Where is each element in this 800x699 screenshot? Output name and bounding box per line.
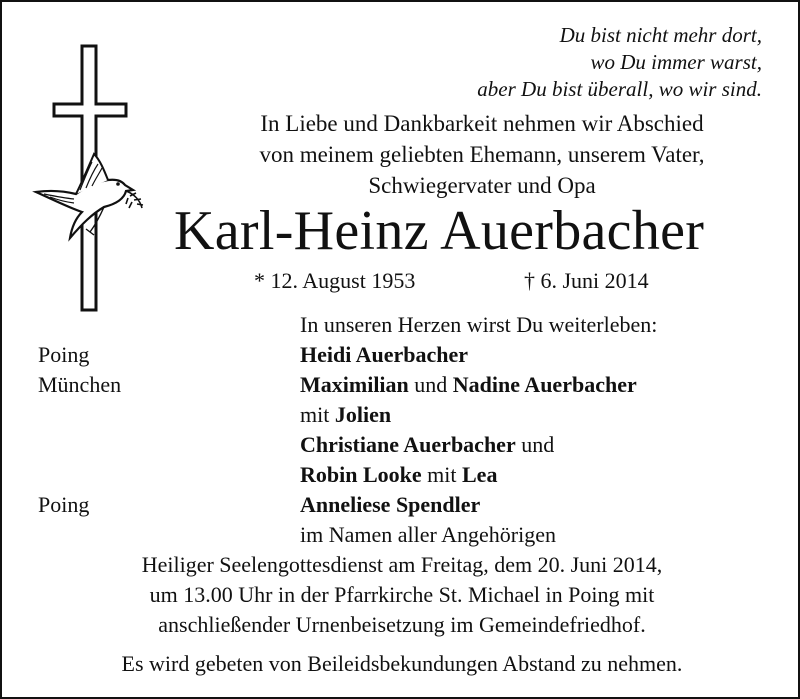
mourner-name: Anneliese Spendler <box>300 492 481 517</box>
death-date: † 6. Juni 2014 <box>524 268 649 293</box>
intro-line: Schwiegervater und Opa <box>368 173 596 198</box>
service-line: anschließender Urnenbeisetzung im Gemeindefriedhof. <box>158 612 646 637</box>
mourner-name: Nadine Auerbacher <box>452 372 637 397</box>
cross-icon <box>30 42 155 317</box>
mourner-line <box>300 400 391 430</box>
poem-line: Du bist nicht mehr dort, <box>559 23 762 47</box>
service-line: um 13.00 Uhr in der Pfarrkirche St. Michael in Poing mit <box>149 582 655 607</box>
place-label: Poing <box>38 342 90 367</box>
deceased-name: Karl-Heinz Auerbacher <box>174 200 705 262</box>
mourner-name: Lea <box>462 462 498 487</box>
mourner-line <box>300 430 554 460</box>
mourner-name: Maximilian <box>300 372 409 397</box>
mourner-name: Christiane Auerbacher <box>300 432 516 457</box>
poem-line: wo Du immer warst, <box>590 50 762 74</box>
poem <box>477 22 762 103</box>
mourner-name: Robin Looke <box>300 462 422 487</box>
closing-note: Es wird gebeten von Beileidsbekundungen Abstand zu nehmen. <box>121 651 683 676</box>
mourner-line <box>300 460 497 490</box>
relatives-line: im Namen aller Angehörigen <box>300 522 556 547</box>
mourner-name: Heidi Auerbacher <box>300 342 469 367</box>
intro-text <box>172 108 792 201</box>
poem-line: aber Du bist überall, wo wir sind. <box>477 77 762 101</box>
connector-text: mit <box>300 402 335 427</box>
place-label: München <box>38 372 122 397</box>
service-info <box>2 550 800 640</box>
service-line: Heiliger Seelengottesdienst am Freitag, dem 20. Juni 2014, <box>141 552 663 577</box>
intro-line: In Liebe und Dankbarkeit nehmen wir Abschied <box>260 111 704 136</box>
birth-date: * 12. August 1953 <box>254 268 416 293</box>
intro-line: von meinem geliebten Ehemann, unserem Vater, <box>259 142 705 167</box>
mourner-line <box>300 370 637 400</box>
connector-text: und <box>515 432 555 457</box>
connector-text: mit <box>421 462 462 487</box>
mourners-heading: In unseren Herzen wirst Du weiterleben: <box>300 312 658 337</box>
connector-text: und <box>408 372 453 397</box>
mourner-name: Jolien <box>334 402 392 427</box>
place-label: Poing <box>38 492 90 517</box>
